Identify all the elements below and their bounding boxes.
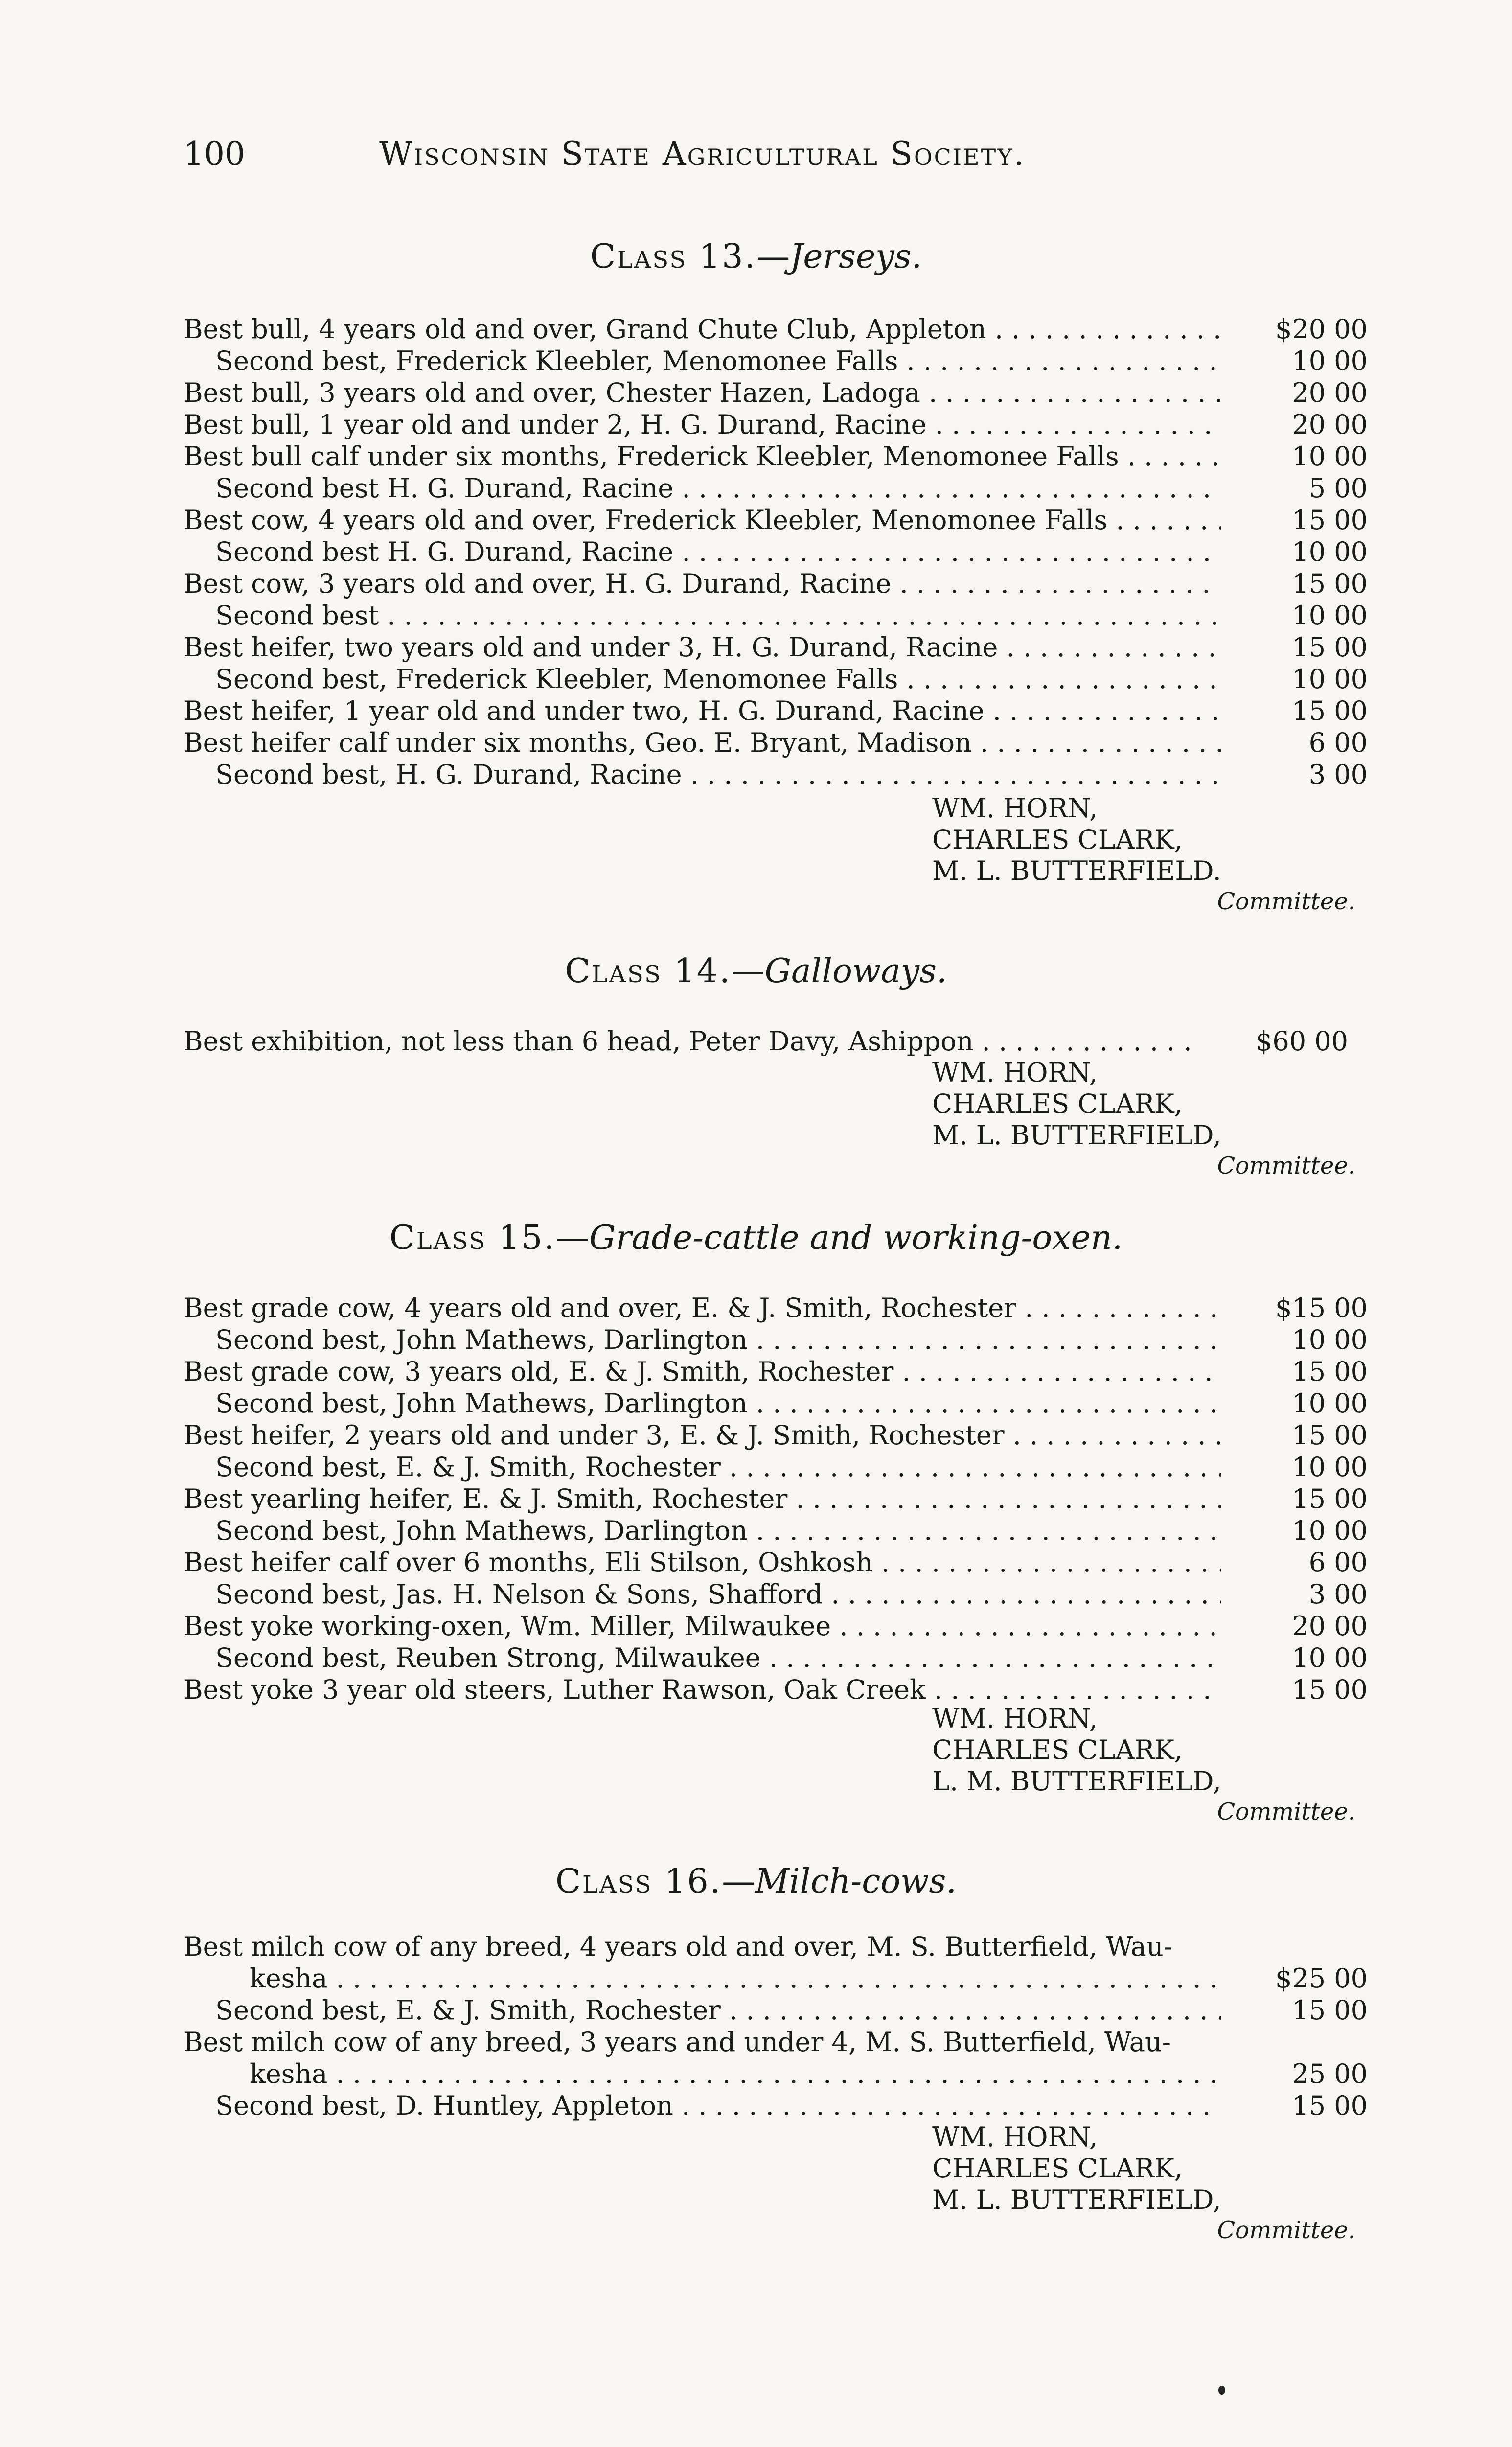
award-amount: 15 00 — [1221, 1419, 1368, 1451]
class-16-entries — [183, 1931, 1368, 2122]
committee-member: CHARLES CLARK, — [932, 1088, 1183, 1119]
award-text: Second best H. G. Durand, Racine . . . — [215, 472, 1221, 504]
award-entry — [183, 1547, 1368, 1578]
award-text: kesha . . . — [250, 2058, 1221, 2090]
award-text: Best bull calf under six months, Frederick Kleebler, Menomonee Falls . . . — [183, 440, 1221, 472]
class-subtitle: Jerseys. — [790, 237, 922, 276]
committee-member: L. M. BUTTERFIELD, — [932, 1766, 1221, 1797]
page-number: 100 — [183, 135, 245, 173]
award-entry — [183, 504, 1368, 536]
award-amount: 25 00 — [1221, 2058, 1368, 2090]
committee-label: Committee. — [1217, 2216, 1355, 2244]
class-16-committee — [932, 2122, 1373, 2245]
award-amount: 3 00 — [1221, 759, 1368, 790]
award-entry — [183, 1025, 1348, 1057]
award-amount: $25 00 — [1221, 1962, 1368, 1994]
award-entry — [183, 1578, 1368, 1610]
committee-member: CHARLES CLARK, — [932, 2153, 1183, 2184]
class-number: Class 16. — [555, 1862, 722, 1901]
award-text: Best grade cow, 3 years old, E. & J. Smith, Rochester . . . — [183, 1356, 1221, 1387]
award-text: Best exhibition, not less than 6 head, Peter Davy, Ashippon . . . — [183, 1025, 1201, 1057]
award-entry — [183, 1356, 1368, 1387]
award-text: Best milch cow of any breed, 3 years and under 4, M. S. Butterfield, Wau- — [183, 2027, 1171, 2057]
award-amount: 10 00 — [1221, 1515, 1368, 1547]
award-text: Best bull, 3 years old and over, Chester Hazen, Ladoga . . . — [183, 377, 1221, 409]
award-entry — [183, 440, 1368, 472]
award-entry — [183, 409, 1368, 440]
class-subtitle: Milch-cows. — [755, 1862, 957, 1901]
award-amount: 10 00 — [1221, 1324, 1368, 1356]
award-entry — [183, 1483, 1368, 1515]
award-text: Best yearling heifer, E. & J. Smith, Rochester . . . — [183, 1483, 1221, 1515]
committee-label: Committee. — [1217, 1152, 1355, 1179]
award-entry — [183, 2058, 1368, 2090]
award-entry — [183, 1962, 1368, 1994]
award-text: Best heifer calf under six months, Geo. E. Bryant, Madison . . . — [183, 727, 1221, 759]
award-text: Second best H. G. Durand, Racine . . . — [215, 536, 1221, 568]
award-amount: 15 00 — [1221, 1994, 1368, 2026]
class-14-entries — [183, 1025, 1348, 1057]
committee-member: WM. HORN, — [932, 793, 1098, 824]
award-entry — [183, 1610, 1368, 1642]
award-entry — [183, 345, 1368, 377]
award-amount: 6 00 — [1221, 727, 1368, 759]
award-entry — [183, 536, 1368, 568]
committee-label: Committee. — [1217, 1798, 1355, 1825]
award-amount: 6 00 — [1221, 1547, 1368, 1578]
award-amount: 15 00 — [1221, 1356, 1368, 1387]
committee-member: WM. HORN, — [932, 2122, 1098, 2152]
class-13-title: Class 13.—Jerseys. — [590, 237, 922, 276]
award-entry — [183, 727, 1368, 759]
class-16-title: Class 16.—Milch-cows. — [555, 1862, 957, 1901]
award-amount: 10 00 — [1221, 1451, 1368, 1483]
class-15-title: Class 15.—Grade-cattle and working-oxen. — [389, 1219, 1123, 1257]
class-subtitle: Grade-cattle and working-oxen. — [589, 1219, 1123, 1257]
class-14-committee — [932, 1057, 1373, 1180]
class-15-entries — [183, 1292, 1368, 1706]
printer-mark — [1218, 2386, 1225, 2395]
award-text: Second best, H. G. Durand, Racine . . . — [215, 759, 1221, 790]
award-entry — [183, 1387, 1368, 1419]
committee-label: Committee. — [1217, 888, 1355, 915]
award-entry — [183, 2090, 1368, 2122]
award-entry — [183, 313, 1368, 345]
award-entry — [183, 1419, 1368, 1451]
award-text: Best heifer calf over 6 months, Eli Stilson, Oshkosh . . . — [183, 1547, 1221, 1578]
award-text: Second best, Frederick Kleebler, Menomonee Falls . . . — [215, 345, 1221, 377]
award-text: Second best, Frederick Kleebler, Menomonee Falls . . . — [215, 663, 1221, 695]
award-text: Second best, John Mathews, Darlington . . . — [215, 1515, 1221, 1547]
award-text: Best cow, 3 years old and over, H. G. Durand, Racine . . . — [183, 568, 1221, 600]
committee-member: WM. HORN, — [932, 1057, 1098, 1088]
award-text: Second best, John Mathews, Darlington . . . — [215, 1387, 1221, 1419]
award-amount: 15 00 — [1221, 568, 1368, 600]
award-entry — [183, 663, 1368, 695]
award-amount: 15 00 — [1221, 1483, 1368, 1515]
award-text: Best heifer, 2 years old and under 3, E. & J. Smith, Rochester . . . — [183, 1419, 1221, 1451]
award-amount: 10 00 — [1221, 1642, 1368, 1674]
page-header — [183, 132, 1358, 176]
award-text: Second best, Reuben Strong, Milwaukee . . . — [215, 1642, 1221, 1674]
award-amount: 20 00 — [1221, 1610, 1368, 1642]
award-entry — [183, 695, 1368, 727]
class-13-committee — [932, 793, 1373, 916]
award-entry — [183, 1674, 1368, 1706]
running-title: Wisconsin State Agricultural Society. — [379, 135, 1026, 173]
award-text: kesha . . . — [250, 1962, 1221, 1994]
award-amount: 15 00 — [1221, 504, 1368, 536]
class-14-title: Class 14.—Galloways. — [565, 952, 947, 991]
award-text: Best bull, 1 year old and under 2, H. G. Durand, Racine . . . — [183, 409, 1221, 440]
award-text: Second best, E. & J. Smith, Rochester . . . — [215, 1451, 1221, 1483]
award-text: Best heifer, 1 year old and under two, H. G. Durand, Racine . . . — [183, 695, 1221, 727]
award-text: Second best, D. Huntley, Appleton . . . — [215, 2090, 1221, 2122]
award-text: Second best, Jas. H. Nelson & Sons, Shafford . . . — [215, 1578, 1221, 1610]
award-amount: $60 00 — [1201, 1025, 1348, 1057]
award-amount: 10 00 — [1221, 1387, 1368, 1419]
award-amount: 3 00 — [1221, 1578, 1368, 1610]
class-13-entries — [183, 313, 1368, 790]
class-15-committee — [932, 1703, 1373, 1826]
award-amount: 10 00 — [1221, 536, 1368, 568]
award-entry — [183, 1324, 1368, 1356]
award-entry — [183, 568, 1368, 600]
committee-member: M. L. BUTTERFIELD. — [932, 855, 1221, 886]
award-amount: 20 00 — [1221, 377, 1368, 409]
award-amount: 15 00 — [1221, 695, 1368, 727]
award-entry — [183, 1451, 1368, 1483]
award-entry — [183, 1515, 1368, 1547]
class-number: Class 14. — [565, 952, 732, 991]
award-amount: 10 00 — [1221, 440, 1368, 472]
committee-member: M. L. BUTTERFIELD, — [932, 1120, 1221, 1151]
award-entry — [183, 631, 1368, 663]
award-entry — [183, 377, 1368, 409]
award-text: Best yoke working-oxen, Wm. Miller, Milwaukee . . . — [183, 1610, 1221, 1642]
class-subtitle: Galloways. — [764, 952, 947, 991]
award-entry — [183, 1292, 1368, 1324]
award-entry — [183, 600, 1368, 631]
award-text: Best milch cow of any breed, 4 years old and over, M. S. Butterfield, Wau- — [183, 1931, 1172, 1962]
award-amount: 10 00 — [1221, 600, 1368, 631]
class-number: Class 15. — [389, 1219, 556, 1257]
award-amount: 10 00 — [1221, 345, 1368, 377]
award-amount: 15 00 — [1221, 1674, 1368, 1706]
award-text: Best cow, 4 years old and over, Frederick Kleebler, Menomonee Falls . . . — [183, 504, 1221, 536]
class-number: Class 13. — [590, 237, 757, 276]
award-amount: 5 00 — [1221, 472, 1368, 504]
committee-member: WM. HORN, — [932, 1703, 1098, 1734]
award-text: Second best . . . — [215, 600, 1221, 631]
award-amount: 20 00 — [1221, 409, 1368, 440]
award-entry — [183, 1642, 1368, 1674]
award-amount: 15 00 — [1221, 631, 1368, 663]
committee-member: CHARLES CLARK, — [932, 1734, 1183, 1765]
committee-member: M. L. BUTTERFIELD, — [932, 2184, 1221, 2215]
award-entry — [183, 759, 1368, 790]
award-text: Best grade cow, 4 years old and over, E. & J. Smith, Rochester . . . — [183, 1292, 1221, 1324]
award-entry — [183, 2026, 1368, 2058]
award-text: Second best, John Mathews, Darlington . . . — [215, 1324, 1221, 1356]
committee-member: CHARLES CLARK, — [932, 824, 1183, 855]
award-amount: 10 00 — [1221, 663, 1368, 695]
award-entry — [183, 1931, 1368, 1962]
award-amount: 15 00 — [1221, 2090, 1368, 2122]
award-text: Best heifer, two years old and under 3, H. G. Durand, Racine . . . — [183, 631, 1221, 663]
award-entry — [183, 472, 1368, 504]
award-text: Second best, E. & J. Smith, Rochester . . . — [215, 1994, 1221, 2026]
award-amount: $15 00 — [1221, 1292, 1368, 1324]
award-text: Best yoke 3 year old steers, Luther Rawson, Oak Creek . . . — [183, 1674, 1221, 1706]
award-text: Best bull, 4 years old and over, Grand Chute Club, Appleton . . . — [183, 313, 1221, 345]
award-amount: $20 00 — [1221, 313, 1368, 345]
award-entry — [183, 1994, 1368, 2026]
